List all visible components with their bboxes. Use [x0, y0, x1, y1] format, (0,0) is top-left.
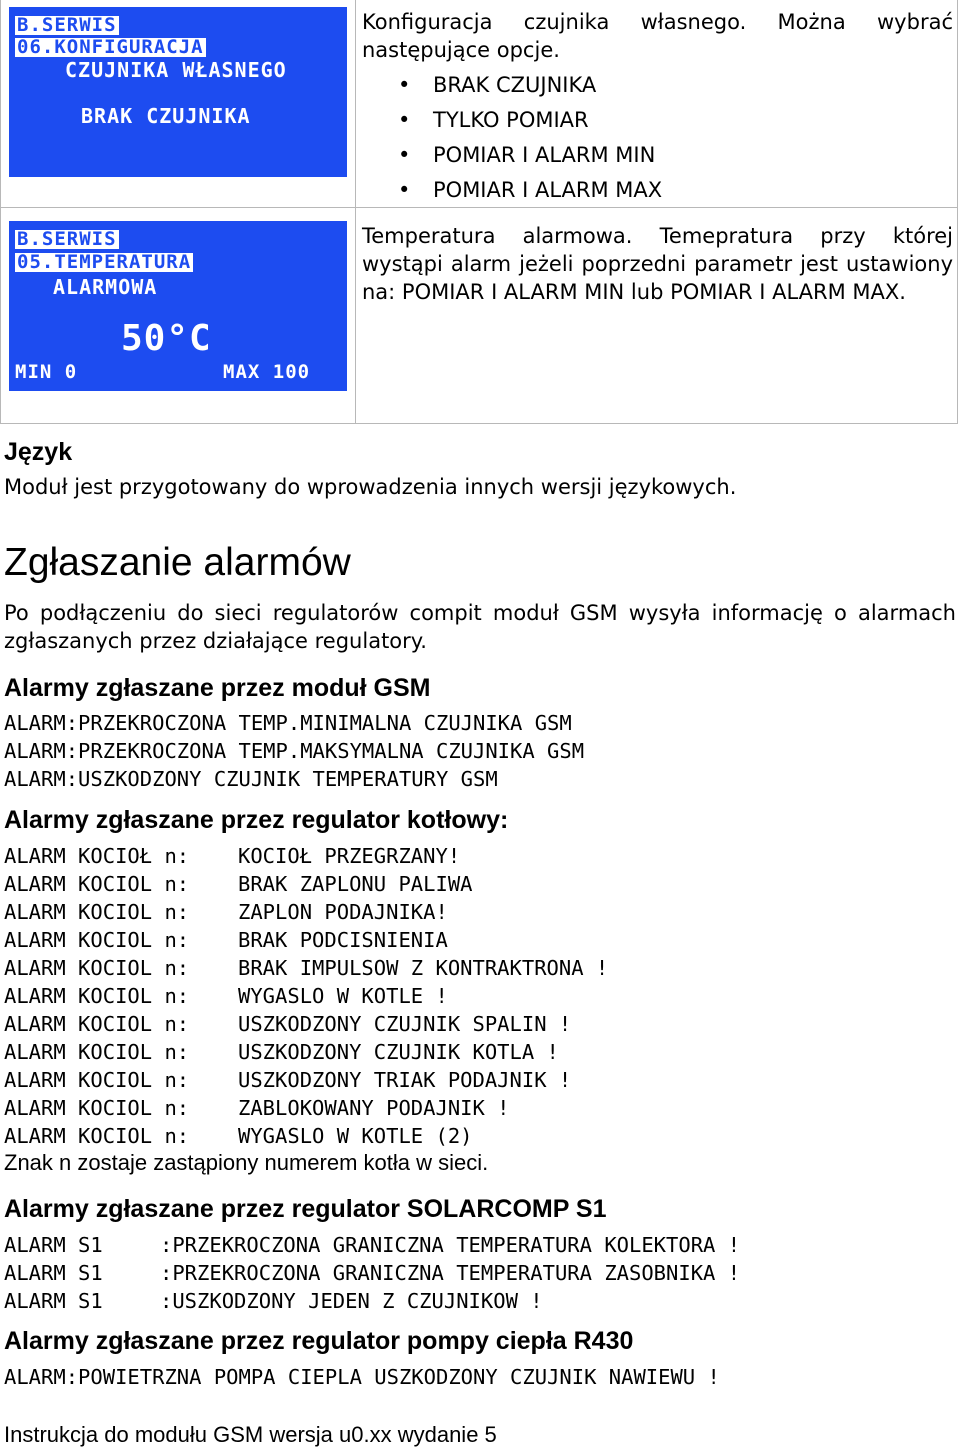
alarm-row: [4, 900, 448, 924]
alarm-message: ZABLOKOWANY PODAJNIK !: [238, 1096, 510, 1120]
alarm-row: [4, 1233, 741, 1257]
boiler-alarms-heading: Alarmy zgłaszane przez regulator kotłowy:: [4, 806, 509, 834]
lcd-menu-title: B.SERWIS: [17, 14, 117, 36]
list-item: • TYLKO POMIAR: [433, 103, 953, 138]
description-text: Temperatura alarmowa. Temepratura przy której wystąpi alarm jeżeli poprzedni parametr jest ustawiony na: POMIAR I ALARM MIN lub POMIAR I ALARM MAX.: [362, 224, 953, 304]
alarm-prefix: ALARM KOCIOL n:: [4, 1124, 190, 1148]
lcd-menu-subtitle: CZUJNIKA WŁASNEGO: [65, 58, 287, 82]
alarm-row: [4, 1124, 473, 1148]
alarm-message: BRAK PODCISNIENIA: [238, 928, 448, 952]
alarm-prefix: ALARM S1: [4, 1233, 103, 1257]
lcd-screen-alarm-temp: [9, 221, 347, 391]
alarm-row: [4, 1261, 741, 1285]
alarm-message: WYGASLO W KOTLE (2): [238, 1124, 473, 1148]
alarm-row: [4, 1289, 543, 1313]
alarm-message: USZKODZONY CZUJNIK SPALIN !: [238, 1012, 572, 1036]
lcd-min-label: MIN 0: [15, 361, 78, 383]
lcd-temperature-value: 50°C: [121, 318, 212, 359]
lcd-menu-item: 05.TEMPERATURA: [17, 251, 192, 273]
alarm-message: KOCIOŁ PRZEGRZANY!: [238, 844, 461, 868]
alarm-message: USZKODZONY CZUJNIK KOTLA !: [238, 1040, 559, 1064]
alarm-prefix: ALARM KOCIOL n:: [4, 956, 190, 980]
alarm-prefix: ALARM S1: [4, 1261, 103, 1285]
alarms-intro-line-2: zgłaszanych przez działające regulatory.: [4, 629, 427, 653]
alarm-row: [4, 984, 448, 1008]
alarm-prefix: ALARM KOCIOL n:: [4, 872, 190, 896]
solar-alarms-heading: Alarmy zgłaszane przez regulator SOLARCOMP S1: [4, 1195, 607, 1223]
alarm-prefix: ALARM KOCIOL n:: [4, 900, 190, 924]
lcd-menu-item: 06.KONFIGURACJA: [17, 36, 204, 58]
list-item: • BRAK CZUJNIKA: [433, 68, 953, 103]
alarm-row: [4, 1068, 572, 1092]
lcd-menu-title: B.SERWIS: [17, 228, 117, 250]
page-footer: Instrukcja do modułu GSM wersja u0.xx wydanie 5: [4, 1422, 497, 1447]
lcd-max-label: MAX 100: [223, 361, 311, 383]
alarm-prefix: ALARM KOCIOL n:: [4, 928, 190, 952]
description-line-1: Konfiguracja czujnika własnego. Można wybrać: [362, 10, 953, 34]
boiler-note: Znak n zostaje zastąpiony numerem kotła w sieci.: [4, 1150, 489, 1175]
gsm-alarm-line: ALARM:PRZEKROCZONA TEMP.MINIMALNA CZUJNIKA GSM: [4, 711, 572, 735]
alarm-prefix: ALARM KOCIOL n:: [4, 1068, 190, 1092]
alarm-message: BRAK IMPULSOW Z KONTRAKTRONA !: [238, 956, 609, 980]
alarm-message: ZAPLON PODAJNIKA!: [238, 900, 448, 924]
alarm-row: [4, 1096, 510, 1120]
alarm-prefix: ALARM S1: [4, 1289, 103, 1313]
gsm-alarms-heading: Alarmy zgłaszane przez moduł GSM: [4, 674, 431, 702]
alarm-prefix: ALARM KOCIOL n:: [4, 1040, 190, 1064]
alarm-prefix: ALARM KOCIOL n:: [4, 1096, 190, 1120]
options-list: [362, 68, 953, 208]
alarm-row: [4, 1012, 572, 1036]
description-line-2: następujące opcje.: [362, 38, 560, 62]
lcd-menu-subtitle: ALARMOWA: [53, 275, 158, 299]
alarm-message: BRAK ZAPLONU PALIWA: [238, 872, 473, 896]
alarm-prefix: ALARM KOCIOL n:: [4, 984, 190, 1008]
column-divider: [355, 0, 356, 423]
heatpump-alarms-heading: Alarmy zgłaszane przez regulator pompy ciepła R430: [4, 1327, 634, 1355]
heatpump-alarm-line: ALARM:POWIETRZNA POMPA CIEPLA USZKODZONY CZUJNIK NAWIEWU !: [4, 1365, 720, 1389]
alarm-row: [4, 844, 461, 868]
alarm-prefix: ALARM KOCIOL n:: [4, 1012, 190, 1036]
alarms-heading: Zgłaszanie alarmów: [4, 541, 351, 584]
sensor-config-description: [362, 8, 953, 208]
alarm-message: USZKODZONY TRIAK PODAJNIK !: [238, 1068, 572, 1092]
lcd-value: BRAK CZUJNIKA: [81, 104, 251, 128]
alarm-prefix: ALARM KOCIOŁ n:: [4, 844, 190, 868]
language-heading: Język: [4, 438, 73, 466]
settings-table: [0, 0, 958, 424]
alarm-message: WYGASLO W KOTLE !: [238, 984, 448, 1008]
alarm-message: :PRZEKROCZONA GRANICZNA TEMPERATURA ZASOBNIKA !: [160, 1261, 741, 1285]
alarm-message: :PRZEKROCZONA GRANICZNA TEMPERATURA KOLEKTORA !: [160, 1233, 741, 1257]
alarm-row: [4, 1040, 559, 1064]
alarms-intro-line-1: Po podłączeniu do sieci regulatorów compit moduł GSM wysyła informację o alarmach: [4, 601, 956, 625]
language-text: Moduł jest przygotowany do wprowadzenia innych wersji językowych.: [4, 475, 737, 499]
list-item: • POMIAR I ALARM MAX: [433, 173, 953, 208]
alarm-row: [4, 928, 448, 952]
list-item: • POMIAR I ALARM MIN: [433, 138, 953, 173]
alarm-message: :USZKODZONY JEDEN Z CZUJNIKOW !: [160, 1289, 543, 1313]
alarm-temp-description: [362, 222, 953, 306]
gsm-alarm-line: ALARM:PRZEKROCZONA TEMP.MAKSYMALNA CZUJNIKA GSM: [4, 739, 585, 763]
alarm-row: [4, 872, 473, 896]
lcd-screen-sensor-config: [9, 7, 347, 177]
gsm-alarm-line: ALARM:USZKODZONY CZUJNIK TEMPERATURY GSM: [4, 767, 498, 791]
alarm-row: [4, 956, 609, 980]
